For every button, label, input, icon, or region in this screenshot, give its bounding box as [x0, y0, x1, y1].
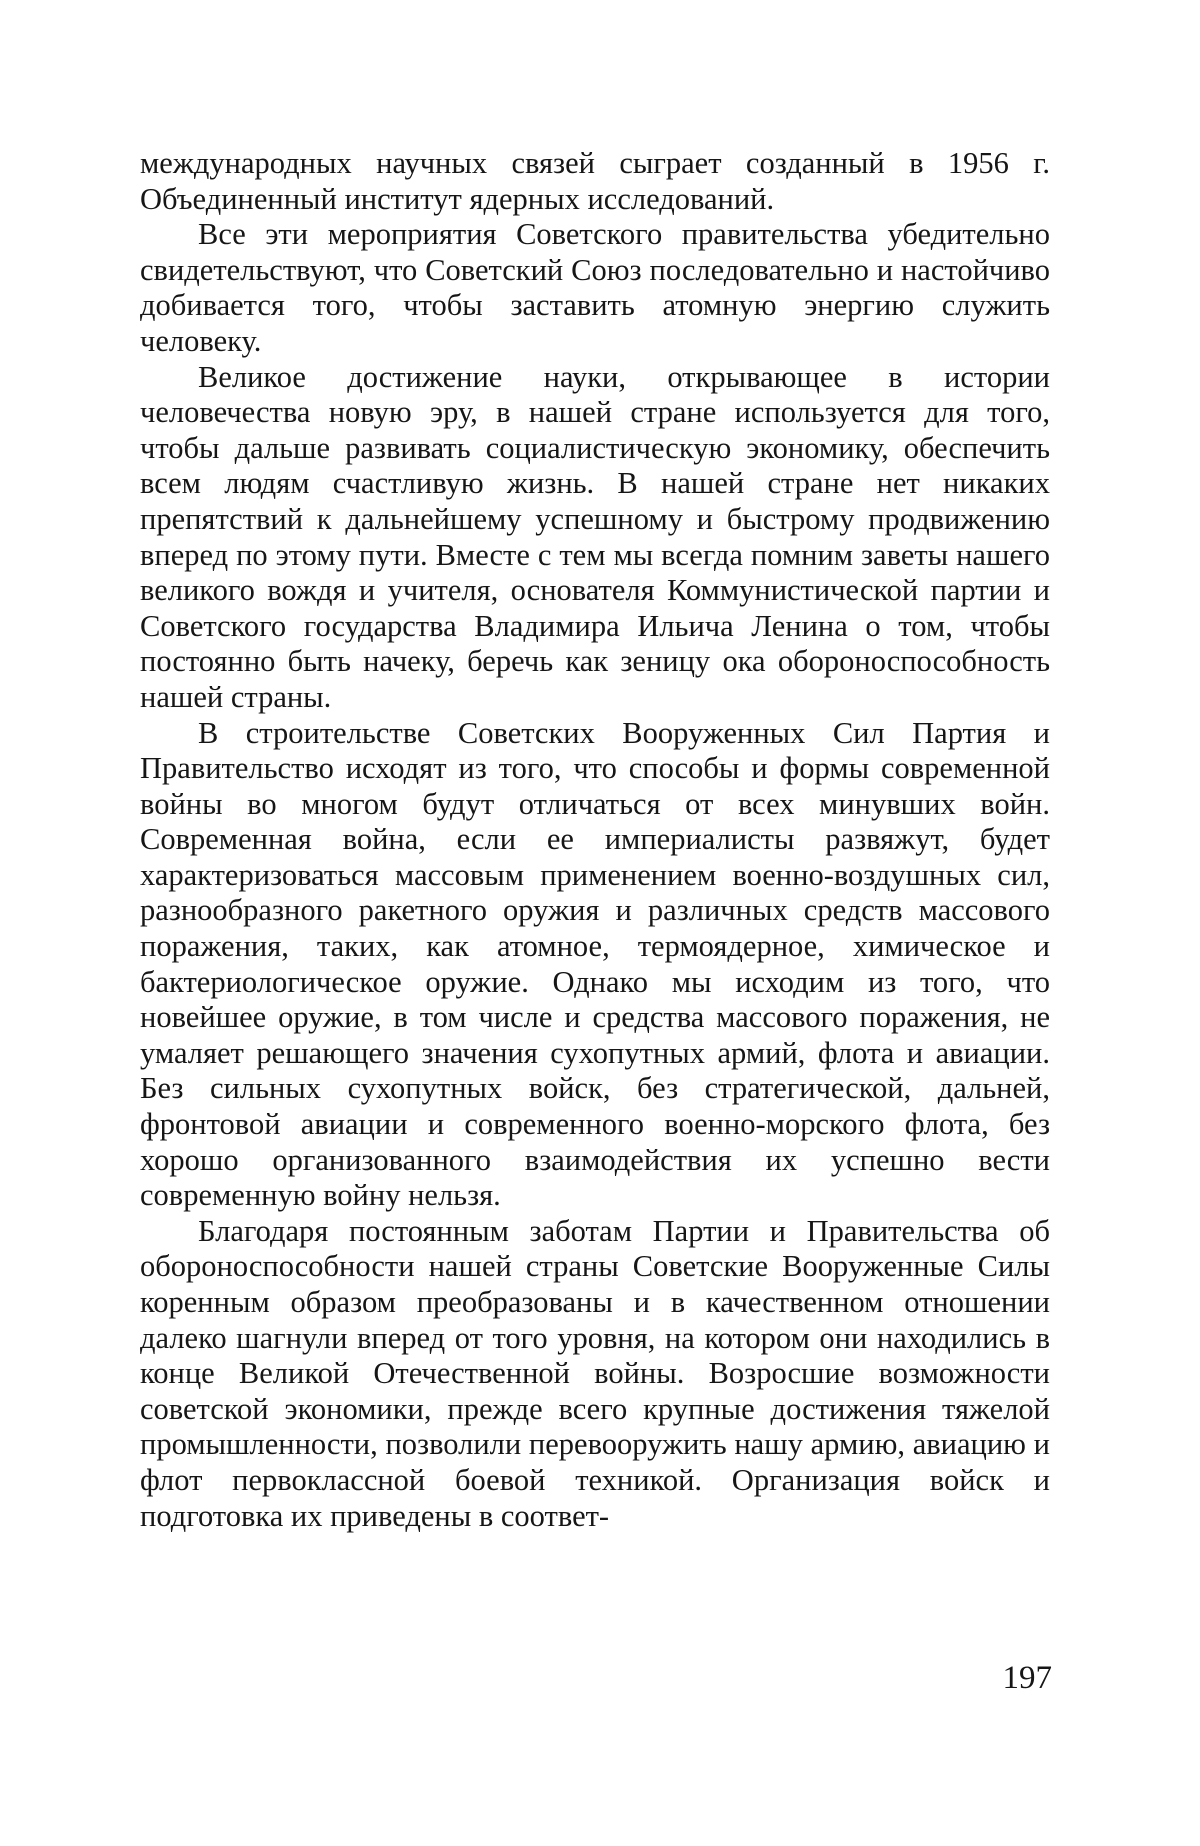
paragraph: Великое достижение науки, открывающее в истории человечества новую эру, в нашей стране используется для того, чтобы дальше развивать социалистическую экономику, обеспечить всем людям счастливую жизнь. В нашей стране нет никаких препятствий к дальнейшему успешному и быстрому продвижению вперед по этому пути. Вместе с тем мы всегда помним заветы нашего великого вождя и учителя, основателя Коммунистической партии и Советского государства Владимира Ильича Ленина о том, чтобы постоянно быть начеку, беречь как зеницу ока обороноспособность нашей страны. — [140, 359, 1050, 714]
body-text — [140, 146, 1050, 1534]
paragraph: Все эти мероприятия Советского правительства убедительно свидетельствуют, что Советский Союз последовательно и настойчиво добивается того, чтобы заставить атомную энергию служить человеку. — [140, 217, 1050, 358]
paragraph-continuation: международных научных связей сыграет созданный в 1956 г. Объединенный институт ядерных исследований. — [140, 146, 1050, 216]
paragraph: Благодаря постоянным заботам Партии и Правительства об обороноспособности нашей страны Советские Вооруженные Силы коренным образом преобразованы и в качественном отношении далеко шагнули вперед от того уровня, на котором они находились в конце Великой Отечественной войны. Возросшие возможности советской экономики, прежде всего крупные достижения тяжелой промышленности, позволили перевооружить нашу армию, авиацию и флот первоклассной боевой техникой. Организация войск и подготовка их приведены в соответ- — [140, 1213, 1050, 1533]
page-number: 197 — [1002, 1660, 1052, 1696]
paragraph: В строительстве Советских Вооруженных Сил Партия и Правительство исходят из того, что способы и формы современной войны во многом будут отличаться от всех минувших войн. Современная война, если ее империалисты развяжут, будет характеризоваться массовым применением военно-воздушных сил, разнообразного ракетного оружия и различных средств массового поражения, таких, как атомное, термоядерное, химическое и бактериологическое оружие. Однако мы исходим из того, что новейшее оружие, в том числе и средства массового поражения, не умаляет решающего значения сухопутных армий, флота и авиации. Без сильных сухопутных войск, без стратегической, дальней, фронтовой авиации и современного военно-морского флота, без хорошо организованного взаимодействия их успешно вести современную войну нельзя. — [140, 715, 1050, 1213]
